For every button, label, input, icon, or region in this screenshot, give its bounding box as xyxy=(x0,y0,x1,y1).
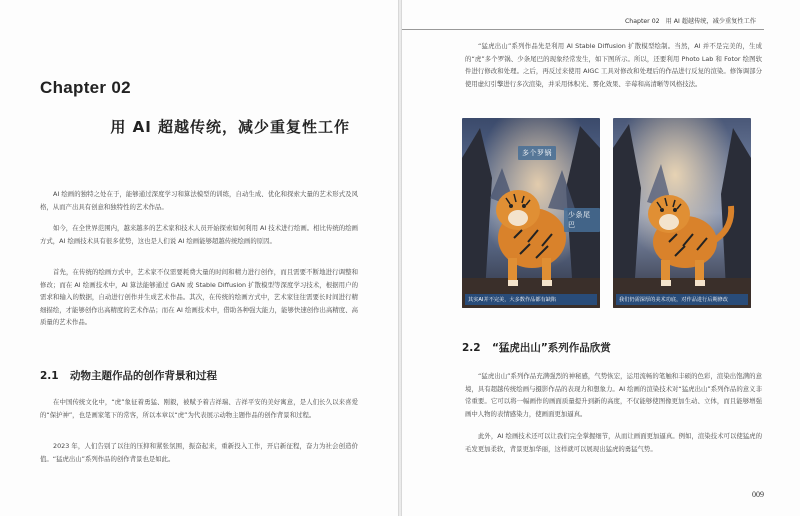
tiger-illustration-b xyxy=(613,118,751,308)
chapter-label: Chapter 02 xyxy=(40,78,131,97)
section-2-1-paragraph-2: 2023 年，人们告别了以往的压抑和紧张氛围，振奋起来，重新投入工作，开启新征程，奋力为社会创造价值。“猛虎出山”系列作品的创作背景也是如此。 xyxy=(40,442,358,463)
section-2-2-paragraph-2: 此外，AI 绘画技术还可以让我们完全掌握细节，从而让画面更加逼真。例如，渲染技术可以使猛虎的毛发更加柔软，背景更加华丽，这样就可以展现出猛虎的勇猛气势。 xyxy=(465,432,762,453)
section-number: 2.2 xyxy=(462,342,481,354)
annotation-label-missing-tail: 少条尾巴 xyxy=(564,208,600,232)
intro-paragraph-2: 如今，在全世界范围内，越来越多的艺术家和技术人员开始探索如何利用 AI 技术进行绘画。相比传统的绘画方式，AI 绘画技术具有很多优势，这也是人们说 AI 绘画能够超越传统绘画的原因。 xyxy=(40,224,358,245)
tiger-image-corrected xyxy=(613,118,751,308)
section-title: 动物主题作品的创作背景和过程 xyxy=(70,370,217,382)
image-caption-a: 其实AI并不完美，大多数作品都有缺陷 xyxy=(465,294,597,305)
section-2-2-paragraph-1: “猛虎出山”系列作品充满强烈的神秘感，气势恢宏，运用流畅的笔触和丰硕的色彩，渲染出饱满的意境，具有超越传统绘画与摄影作品的表现力和想象力。AI 绘画的渲染技术对“猛虎出山”系列作品的意义非常重要。它可以将一幅画作的画面质量提升到新的高度，不仅能够使图像更加生动、立体，而且能够增强画中人物的表情感染力，使画面更加逼真。 xyxy=(465,372,762,418)
section-heading-2-1 xyxy=(40,368,217,383)
left-page xyxy=(0,0,398,516)
chapter-title: 用 AI 超越传统，减少重复性工作 xyxy=(110,118,350,136)
page-number: 009 xyxy=(752,490,764,499)
image-caption-b: 我们仍需深厚的美术功底，对作品进行后期修改 xyxy=(616,294,748,305)
section-number: 2.1 xyxy=(40,370,59,382)
tiger-image-flawed xyxy=(462,118,600,308)
annotation-label-extra-hump: 多个罗锅 xyxy=(518,146,556,160)
running-head-title: 用 AI 超越传统，减少重复性工作 xyxy=(665,18,756,25)
top-paragraph: “猛虎出山”系列作品先是利用 AI Stable Diffusion 扩散模型绘制。当然，AI 并不是完美的，生成的“虎”多个罗锅、少条尾巴的现象经常发生，如下图所示。所以，还要利用 Photo Lab 和 Fotor 绘图软件进行修改和处理。之后，再反过来使用 AIGC 工具对修改和处理后的作品进行反复的渲染。修饰调部分使用虚幻引擎进行多次渲染，并采用体积光、雾化效果、辛莓和高清晰等风格技法。 xyxy=(465,42,762,88)
intro-paragraph-1: AI 绘画的独特之处在于，能够通过深度学习和算法模型的训练，自动生成、优化和探索大量的艺术形式及风格，从而产出具有创意和独特性的艺术作品。 xyxy=(40,190,358,211)
intro-paragraph-3: 首先，在传统的绘画方式中，艺术家不仅需要耗费大量的时间和精力进行创作，而且需要不断地进行调整和修改；而在 AI 绘画技术中，AI 算法能够通过 GAN 或 Stable Diffusion 扩散模型等深度学习技术，根据用户的需求和输入的数据，自动进行创作并生成艺术作品。其次，在传统的绘画方式中，艺术家往往需要长时间进行精细描绘，才能够创作出高精度的艺术作品；而在 AI 绘画技术中，借助各种强大能力，能够快速创作出高精度、高质量的艺术作品。 xyxy=(40,268,358,327)
running-head-chapter: Chapter 02 xyxy=(624,18,660,25)
section-2-1-paragraph-1: 在中国传统文化中，“虎”象征着勇猛、刚毅，被赋予着吉祥瑞、吉祥平安的美好寓意，是人们长久以来喜爱的“保护神”，也是画家笔下的常客，所以本章以“虎”为代表展示动物主题作品的创作背景和过程。 xyxy=(40,398,358,419)
section-title: “猛虎出山”系列作品欣赏 xyxy=(492,342,611,354)
right-page xyxy=(402,0,800,516)
header-rule xyxy=(402,29,764,30)
section-heading-2-2 xyxy=(462,340,611,355)
running-head xyxy=(625,16,756,25)
